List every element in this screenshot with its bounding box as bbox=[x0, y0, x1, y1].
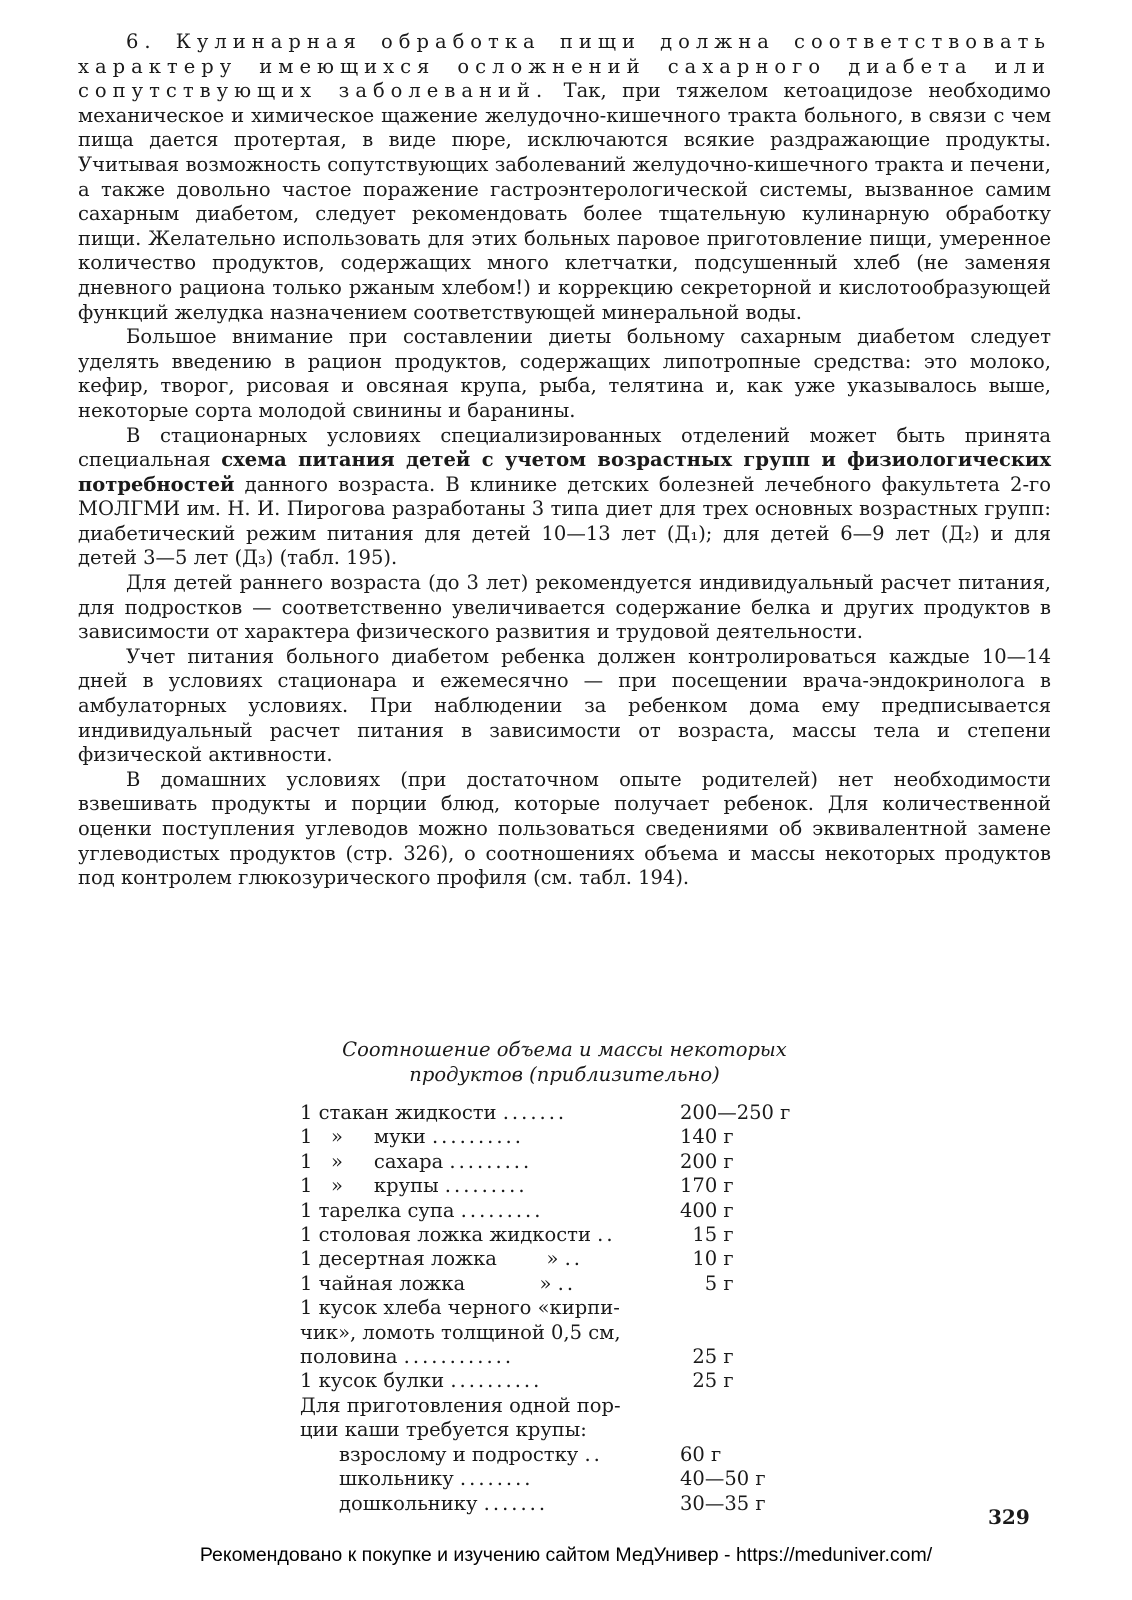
table-row bbox=[300, 1101, 790, 1125]
table-row-label bbox=[300, 1296, 678, 1320]
table-row bbox=[300, 1369, 790, 1393]
table-row-label bbox=[300, 1492, 678, 1516]
row-label-text: чик», ломоть толщиной 0,5 см, bbox=[300, 1320, 621, 1344]
row-label-text: взрослому и подростку bbox=[339, 1442, 579, 1466]
row-leader-dots: .......... bbox=[450, 1369, 543, 1393]
row-leader-dots: ......... bbox=[449, 1149, 533, 1173]
table-row-label bbox=[300, 1199, 678, 1223]
table-row bbox=[300, 1394, 790, 1418]
paragraph-3-bold: схема питания детей с учетом возрастных групп и физиологических потребностей bbox=[78, 448, 1052, 496]
table-row-label bbox=[300, 1467, 678, 1491]
row-leader-dots: ........ bbox=[459, 1467, 534, 1491]
row-leader-dots: ....... bbox=[483, 1491, 549, 1515]
paragraph-1 bbox=[78, 30, 1051, 325]
table-row-value: 40—50 г bbox=[680, 1467, 766, 1491]
row-label-text: ции каши требуется крупы: bbox=[300, 1418, 587, 1442]
table-row bbox=[300, 1199, 790, 1223]
page-body bbox=[78, 30, 1052, 1515]
row-label-text: 1 десертная ложка » bbox=[300, 1247, 559, 1271]
paragraph-1-lead: 6. Кулинарная обработка пищи должна соответствовать характеру имеющихся осложнений сахарного диабета или сопутствующих заболеваний. bbox=[78, 30, 1051, 103]
table-row-label bbox=[300, 1394, 678, 1418]
table-row bbox=[300, 1272, 790, 1296]
paragraph-5: Учет питания больного диабетом ребенка должен контролироваться каждые 10—14 дней в условиях стационара и ежемесячно — при посещении врача-эндокринолога в амбулаторных условиях. При наблюдении за ребенком дома ему предписывается индивидуальный расчет питания в зависимости от возраста, массы тела и степени физической активности. bbox=[78, 644, 1051, 767]
table-row-value: 30—35 г bbox=[680, 1491, 766, 1515]
table-row-label bbox=[300, 1150, 678, 1174]
table-row-label bbox=[300, 1321, 678, 1345]
row-label-text: дошкольнику bbox=[339, 1491, 478, 1515]
footer-link[interactable]: Рекомендовано к покупке и изучению сайтом МедУнивер - https://meduniver.com/ bbox=[199, 1544, 933, 1566]
row-label-text: 1 стакан жидкости bbox=[300, 1101, 497, 1124]
table-row-value: 200 г bbox=[680, 1149, 734, 1173]
row-label-text: 1 кусок булки bbox=[300, 1369, 445, 1393]
table-row-label bbox=[300, 1125, 678, 1149]
table-row-value: 400 г bbox=[680, 1198, 734, 1222]
table-row-value bbox=[678, 1418, 680, 1442]
table-row-label bbox=[300, 1443, 678, 1467]
row-label-text: 1 тарелка супа bbox=[300, 1198, 455, 1222]
row-leader-dots: .. bbox=[597, 1223, 616, 1247]
row-label-text: 1 столовая ложка жидкости bbox=[300, 1223, 591, 1247]
table-sub-row bbox=[300, 1443, 790, 1467]
table-row bbox=[300, 1174, 790, 1198]
table-row-value: 170 г bbox=[680, 1174, 734, 1198]
row-leader-dots: ......... bbox=[444, 1174, 528, 1198]
paragraph-1-rest: Так, при тяжелом кетоацидозе необходимо механическое и химическое щажение желудочно-кишечного тракта больного, в связи с чем пища дается протертая, в виде пюре, исключаются всякие раздражающие продукты. Учитывая возможность сопутствующих заболеваний желудочно-кишечного тракта и печени, а также довольно частое поражение гастроэнтерологической системы, вызванное самим сахарным диабетом, следует рекомендовать более тщательную кулинарную обработку пищи. Желательно использовать для этих больных паровое приготовление пищи, умеренное количество продуктов, содержащих много клетчатки, подсушенный хлеб (не заменяя дневного рациона только ржаным хлебом!) и коррекцию секреторной и кислотообразующей функций желудка назначением соответствующей минеральной воды. bbox=[78, 79, 1051, 324]
table-sub-row bbox=[300, 1492, 790, 1516]
table-row bbox=[300, 1296, 790, 1320]
table-row bbox=[300, 1223, 790, 1247]
page-number: 329 bbox=[988, 1505, 1030, 1529]
table-row bbox=[300, 1345, 790, 1369]
table-caption-line-2: продуктов (приблизительно) bbox=[409, 1063, 720, 1086]
row-label-text: 1 кусок хлеба черного «кирпи- bbox=[300, 1296, 620, 1320]
table-row-value: 140 г bbox=[680, 1125, 734, 1149]
table-row-value: 25 г bbox=[680, 1345, 734, 1369]
table-row-label bbox=[300, 1174, 678, 1198]
row-label-text: Для приготовления одной пор- bbox=[300, 1393, 621, 1417]
table-caption bbox=[78, 1037, 1051, 1087]
row-leader-dots: .. bbox=[564, 1247, 584, 1271]
table-row-value: 5 г bbox=[680, 1271, 734, 1295]
volume-mass-table bbox=[300, 1101, 790, 1516]
table-row-value: 200—250 г bbox=[680, 1101, 791, 1124]
table-row-value: 10 г bbox=[680, 1247, 734, 1271]
table-row-label bbox=[300, 1272, 678, 1296]
table-row bbox=[300, 1125, 790, 1149]
row-label-text: 1 » муки bbox=[300, 1125, 426, 1149]
row-leader-dots: ......... bbox=[460, 1198, 544, 1222]
row-leader-dots: ....... bbox=[502, 1101, 568, 1124]
row-label-text: половина bbox=[300, 1345, 398, 1369]
table-row bbox=[300, 1321, 790, 1345]
paragraph-3 bbox=[78, 424, 1051, 572]
table-row-label bbox=[300, 1345, 678, 1369]
row-leader-dots: ............ bbox=[403, 1345, 515, 1369]
table-row-value: 60 г bbox=[680, 1442, 722, 1466]
table-row-value bbox=[678, 1394, 680, 1418]
table-row bbox=[300, 1150, 790, 1174]
table-row-label bbox=[300, 1369, 678, 1393]
paragraph-3-a: В стационарных условиях специализированных отделений может быть принята специальная bbox=[78, 423, 1051, 472]
table-row bbox=[300, 1247, 790, 1271]
table-sub-row bbox=[300, 1467, 790, 1491]
table-row-value: 15 г bbox=[680, 1223, 734, 1247]
table-row bbox=[300, 1418, 790, 1442]
paragraph-2: Большое внимание при составлении диеты больному сахарным диабетом следует уделять введению в рацион продуктов, содержащих липотропные средства: это молоко, кефир, творог, рисовая и овсяная крупа, рыба, телятина и, как уже указывалось выше, некоторые сорта молодой свинины и баранины. bbox=[78, 325, 1051, 422]
paragraph-6: В домашних условиях (при достаточном опыте родителей) нет необходимости взвешивать продукты и порции блюд, которые получает ребенок. Для количественной оценки поступления углеводов можно пользоваться сведениями об эквивалентной замене углеводистых продуктов (стр. 326), о соотношениях объема и массы некоторых продуктов под контролем глюкозурического профиля (см. табл. 194). bbox=[78, 767, 1051, 890]
row-leader-dots: .......... bbox=[431, 1125, 524, 1149]
table-row-label bbox=[300, 1101, 678, 1125]
table-row-label bbox=[300, 1223, 678, 1247]
row-leader-dots: .. bbox=[557, 1271, 577, 1295]
table-row-value bbox=[678, 1296, 680, 1320]
row-leader-dots: .. bbox=[584, 1442, 603, 1466]
table-row-value: 25 г bbox=[680, 1369, 734, 1393]
row-label-text: школьнику bbox=[339, 1467, 454, 1491]
row-label-text: 1 чайная ложка » bbox=[300, 1271, 552, 1295]
table-row-label bbox=[300, 1418, 678, 1442]
row-label-text: 1 » сахара bbox=[300, 1149, 444, 1173]
paragraph-4: Для детей раннего возраста (до 3 лет) рекомендуется индивидуальный расчет питания, для подростков — соответственно увеличивается содержание белка и других продуктов в зависимости от характера физического развития и трудовой деятельности. bbox=[78, 571, 1051, 644]
table-row-label bbox=[300, 1247, 678, 1271]
table-caption-line-1: Соотношение объема и массы некоторых bbox=[342, 1038, 787, 1061]
paragraph-3-b: данного возраста. В клинике детских болезней лечебного факультета 2-го МОЛГМИ им. Н. И. Пирогова разработаны 3 типа диет для трех основных возрастных групп: диабетический режим питания для детей 10—13 лет (Д₁); для детей 6—9 лет (Д₂) и для детей 3—5 лет (Д₃) (табл. 195). bbox=[78, 472, 1051, 570]
table-row-value bbox=[678, 1321, 680, 1345]
row-label-text: 1 » крупы bbox=[300, 1174, 439, 1198]
